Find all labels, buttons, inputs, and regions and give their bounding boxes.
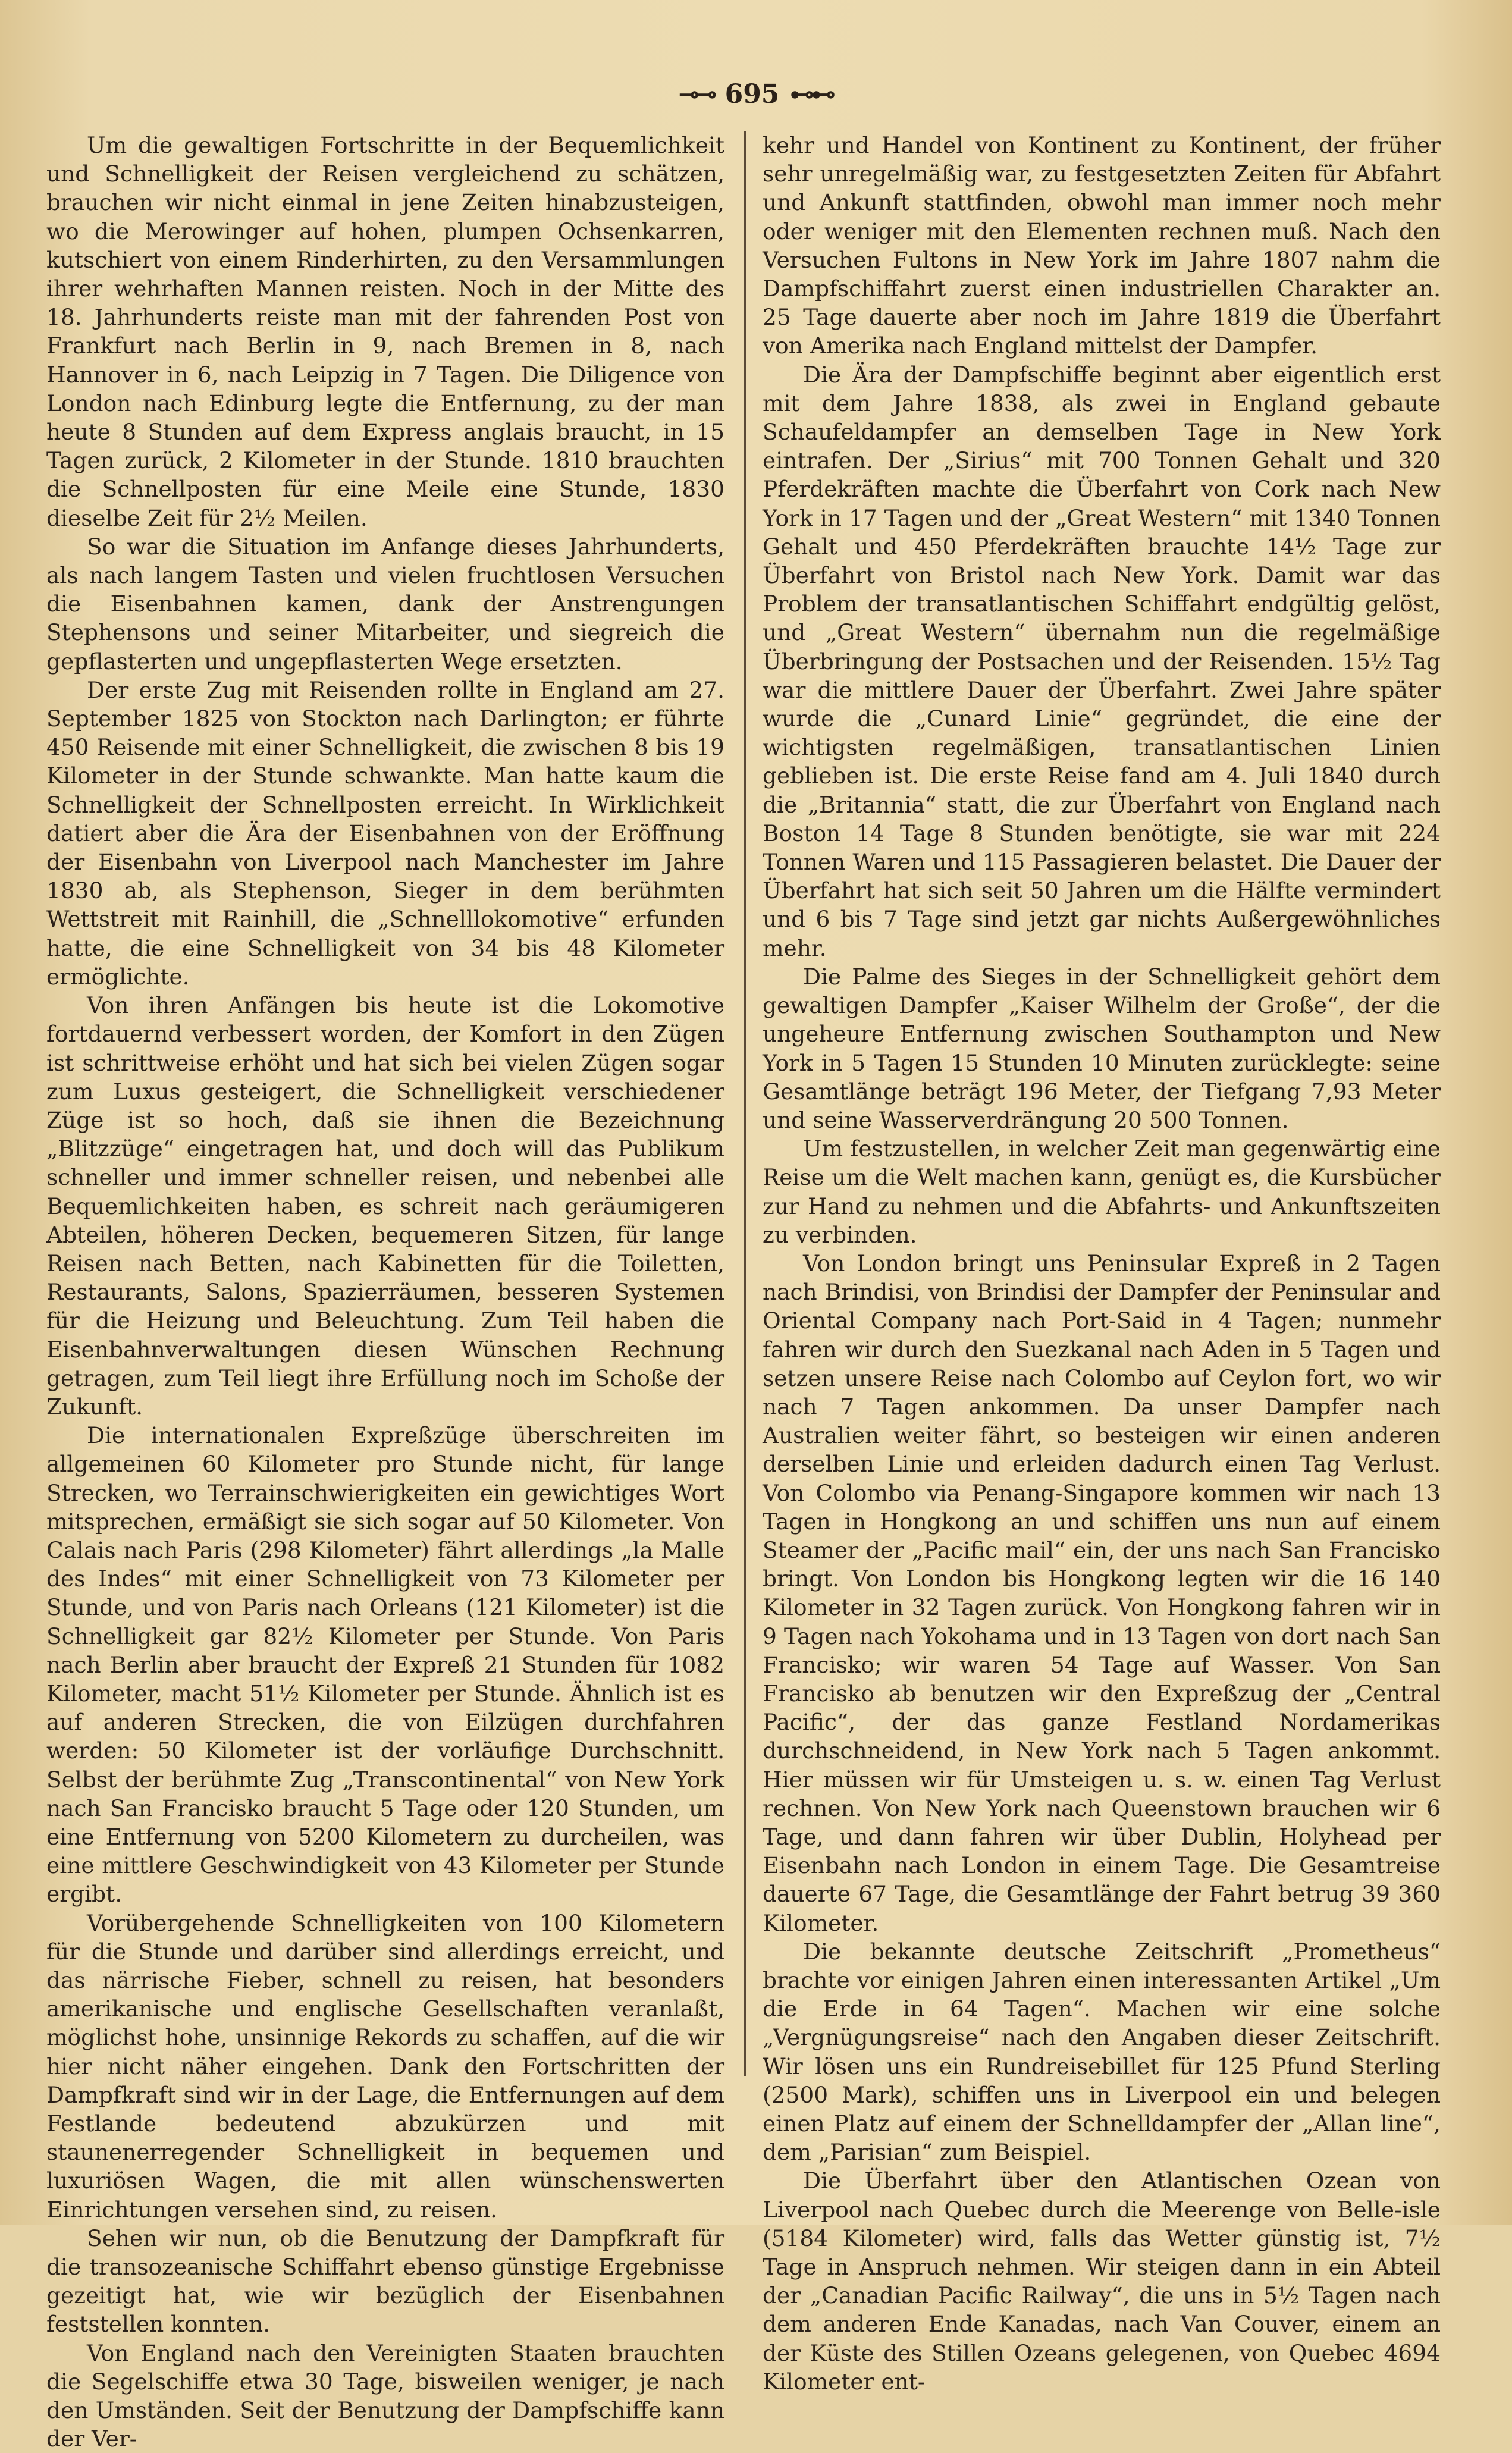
left-column <box>46 131 724 2452</box>
paragraph: Die internationalen Expreßzüge überschreiten im allgemeinen 60 Kilometer pro Stunde nicht, für lange Strecken, wo Terrainschwierigkeiten ein gewichtiges Wort mitsprechen, ermäßigt sie sich sogar auf 50 Kilometer. Von Calais nach Paris (298 Kilometer) fährt allerdings „la Malle des Indes“ mit einer Schnelligkeit von 73 Kilometer per Stunde, und von Paris nach Orleans (121 Kilometer) ist die Schnelligkeit gar 82½ Kilometer per Stunde. Von Paris nach Berlin aber braucht der Expreß 21 Stunden für 1082 Kilometer, macht 51½ Kilometer per Stunde. Ähnlich ist es auf anderen Strecken, die von Eilzügen durchfahren werden: 50 Kilometer ist der vorläufige Durchschnitt. Selbst der berühmte Zug „Transcontinental“ von New York nach San Francisko braucht 5 Tage oder 120 Stunden, um eine Entfernung von 5200 Kilometern zu durcheilen, was eine mittlere Geschwindigkeit von 43 Kilometer per Stunde ergibt. <box>46 1422 724 1908</box>
paragraph: Der erste Zug mit Reisenden rollte in England am 27. September 1825 von Stockton nach Darlington; er führte 450 Reisende mit einer Schnelligkeit, die zwischen 8 bis 19 Kilometer in der Stunde schwankte. Man hatte kaum die Schnelligkeit der Schnellposten erreicht. In Wirklichkeit datiert aber die Ära der Eisenbahnen von der Eröffnung der Eisenbahn von Liverpool nach Manchester im Jahre 1830 ab, als Stephenson, Sieger in dem berühmten Wettstreit mit Rainhill, die „Schnelllokomotive“ erfunden hatte, die eine Schnelligkeit von 34 bis 48 Kilometer ermöglichte. <box>46 676 724 990</box>
paragraph: Die Palme des Sieges in der Schnelligkeit gehört dem gewaltigen Dampfer „Kaiser Wilhelm der Große“, der die ungeheure Entfernung zwischen Southampton und New York in 5 Tagen 15 Stunden 10 Minuten zurücklegte: seine Gesamtlänge beträgt 196 Meter, der Tiefgang 7,93 Meter und seine Wasserverdrängung 20 500 Tonnen. <box>763 963 1441 1133</box>
column-divider <box>744 131 746 2076</box>
page-number: 695 <box>724 79 780 109</box>
paragraph: Von England nach den Vereinigten Staaten brauchten die Segelschiffe etwa 30 Tage, bisweilen weniger, je nach den Umständen. Seit der Benutzung der Dampfschiffe kann der Ver- <box>46 2339 724 2452</box>
paragraph: Um die gewaltigen Fortschritte in der Bequemlichkeit und Schnelligkeit der Reisen vergleichend zu schätzen, brauchen wir nicht einmal in jene Zeiten hinabzusteigen, wo die Merowinger auf hohen, plumpen Ochsenkarren, kutschiert von einem Rinderhirten, zu den Versammlungen ihrer wehrhaften Mannen reisten. Noch in der Mitte des 18. Jahrhunderts reiste man mit der fahrenden Post von Frankfurt nach Berlin in 9, nach Bremen in 8, nach Hannover in 6, nach Leipzig in 7 Tagen. Die Diligence von London nach Edinburg legte die Entfernung, zu der man heute 8 Stunden auf dem Express anglais braucht, in 15 Tagen zurück, 2 Kilometer in der Stunde. 1810 brauchten die Schnellposten für eine Meile eine Stunde, 1830 dieselbe Zeit für 2½ Meilen. <box>46 132 724 531</box>
paragraph: Von London bringt uns Peninsular Expreß in 2 Tagen nach Brindisi, von Brindisi der Dampfer der Peninsular and Oriental Company nach Port-Said in 4 Tagen; nunmehr fahren wir durch den Suezkanal nach Aden in 5 Tagen und setzen unsere Reise nach Colombo auf Ceylon fort, wo wir nach 7 Tagen ankommen. Da unser Dampfer nach Australien weiter fährt, so besteigen wir einen anderen derselben Linie und erleiden dadurch einen Tag Verlust. Von Colombo via Penang-Singapore kommen wir nach 13 Tagen in Hongkong an und schiffen uns nun auf einem Steamer der „Pacific mail“ ein, der uns nach San Francisko bringt. Von London bis Hongkong legten wir die 16 140 Kilometer in 32 Tagen zurück. Von Hongkong fahren wir in 9 Tagen nach Yokohama und in 13 Tagen von dort nach San Francisko; wir waren 54 Tage auf Wasser. Von San Francisko ab benutzen wir den Expreßzug der „Central Pacific“, der das ganze Festland Nordamerikas durchschneidend, in New York nach 5 Tagen ankommt. Hier müssen wir für Umsteigen u. s. w. einen Tag Verlust rechnen. Von New York nach Queenstown brauchen wir 6 Tage, und dann fahren wir über Dublin, Holyhead per Eisenbahn nach London in einem Tage. Die Gesamtreise dauerte 67 Tage, die Gesamtlänge der Fahrt betrug 39 360 Kilometer. <box>763 1250 1441 1936</box>
ornament-left-icon: ⊸⊸ <box>679 80 714 108</box>
paragraph: Von ihren Anfängen bis heute ist die Lokomotive fortdauernd verbessert worden, der Komfort in den Zügen ist schrittweise erhöht und hat sich bei vielen Zügen sogar zum Luxus gesteigert, die Schnelligkeit verschiedener Züge ist so hoch, daß sie ihnen die Bezeichnung „Blitzzüge“ eingetragen hat, und doch will das Publikum schneller und immer schneller reisen, und nebenbei alle Bequemlichkeiten haben, es schreit nach geräumigeren Abteilen, höheren Decken, bequemeren Sitzen, für lange Reisen nach Betten, nach Kabinetten für die Toiletten, Restaurants, Salons, Spazierräumen, besseren Systemen für die Heizung und Beleuchtung. Zum Teil haben die Eisenbahnverwaltungen diesen Wünschen Rechnung getragen, zum Teil liegt ihre Erfüllung noch im Schoße der Zukunft. <box>46 992 724 1420</box>
paragraph: So war die Situation im Anfange dieses Jahrhunderts, als nach langem Tasten und vielen fruchtlosen Versuchen die Eisenbahnen kamen, dank der Anstrengungen Stephensons und seiner Mitarbeiter, und siegreich die gepflasterten und ungepflasterten Wege ersetzten. <box>46 533 724 675</box>
ornament-right-icon: ⊷⊷ <box>790 80 833 108</box>
paragraph: Die Ära der Dampfschiffe beginnt aber eigentlich erst mit dem Jahre 1838, als zwei in England gebaute Schaufeldampfer an demselben Tage in New York eintrafen. Der „Sirius“ mit 700 Tonnen Gehalt und 320 Pferdekräften machte die Überfahrt von Cork nach New York in 17 Tagen und der „Great Western“ mit 1340 Tonnen Gehalt und 450 Pferdekräften brauchte 14½ Tage zur Überfahrt von Bristol nach New York. Damit war das Problem der transatlantischen Schiffahrt endgültig gelöst, und „Great Western“ übernahm nun die regelmäßige Überbringung der Postsachen und der Reisenden. 15½ Tag war die mittlere Dauer der Überfahrt. Zwei Jahre später wurde die „Cunard Linie“ gegründet, die eine der wichtigsten regelmäßigen, transatlantischen Linien geblieben ist. Die erste Reise fand am 4. Juli 1840 durch die „Britannia“ statt, die zur Überfahrt von England nach Boston 14 Tage 8 Stunden benötigte, sie war mit 224 Tonnen Waren und 115 Passagieren belastet. Die Dauer der Überfahrt hat sich seit 50 Jahren um die Hälfte vermindert und 6 bis 7 Tage sind jetzt gar nichts Außergewöhnliches mehr. <box>763 361 1441 961</box>
paragraph: Die Überfahrt über den Atlantischen Ozean von Liverpool nach Quebec durch die Meerenge von Belle-isle (5184 Kilometer) wird, falls das Wetter günstig ist, 7½ Tage in Anspruch nehmen. Wir steigen dann in ein Abteil der „Canadian Pacific Railway“, die uns in 5½ Tagen nach dem anderen Ende Kanadas, nach Van Couver, einem an der Küste des Stillen Ozeans gelegenen, von Quebec 4694 Kilometer ent- <box>763 2167 1441 2395</box>
paragraph: Die bekannte deutsche Zeitschrift „Prometheus“ brachte vor einigen Jahren einen interessanten Artikel „Um die Erde in 64 Tagen“. Machen wir eine solche „Vergnügungsreise“ nach den Angaben dieser Zeitschrift. Wir lösen uns ein Rundreisebillet für 125 Pfund Sterling (2500 Mark), schiffen uns in Liverpool ein und belegen einen Platz auf einem der Schnelldampfer der „Allan line“, dem „Parisian“ zum Beispiel. <box>763 1938 1441 2166</box>
paragraph: Sehen wir nun, ob die Benutzung der Dampfkraft für die transozeanische Schiffahrt ebenso günstige Ergebnisse gezeitigt hat, wie wir bezüglich der Eisenbahnen feststellen konnten. <box>46 2225 724 2338</box>
paragraph: Um festzustellen, in welcher Zeit man gegenwärtig eine Reise um die Welt machen kann, genügt es, die Kursbücher zur Hand zu nehmen und die Abfahrts- und Ankunftszeiten zu verbinden. <box>763 1135 1441 1248</box>
right-column <box>763 131 1441 2395</box>
paragraph: kehr und Handel von Kontinent zu Kontinent, der früher sehr unregelmäßig war, zu festgesetzten Zeiten für Abfahrt und Ankunft stattfinden, obwohl man immer noch mehr oder weniger mit den Elementen rechnen muß. Nach den Versuchen Fultons in New York im Jahre 1807 nahm die Dampfschiffahrt zuerst einen industriellen Charakter an. 25 Tage dauerte aber noch im Jahre 1819 die Überfahrt von Amerika nach England mittelst der Dampfer. <box>763 132 1441 359</box>
page-header <box>0 70 1512 118</box>
paragraph: Vorübergehende Schnelligkeiten von 100 Kilometern für die Stunde und darüber sind allerdings erreicht, und das närrische Fieber, schnell zu reisen, hat besonders amerikanische und englische Gesellschaften veranlaßt, möglichst hohe, unsinnige Rekords zu schaffen, auf die wir hier nicht näher eingehen. Dank den Fortschritten der Dampfkraft sind wir in der Lage, die Entfernungen auf dem Festlande bedeutend abzukürzen und mit staunenerregender Schnelligkeit in bequemen und luxuriösen Wagen, die mit allen wünschenswerten Einrichtungen versehen sind, zu reisen. <box>46 1909 724 2223</box>
